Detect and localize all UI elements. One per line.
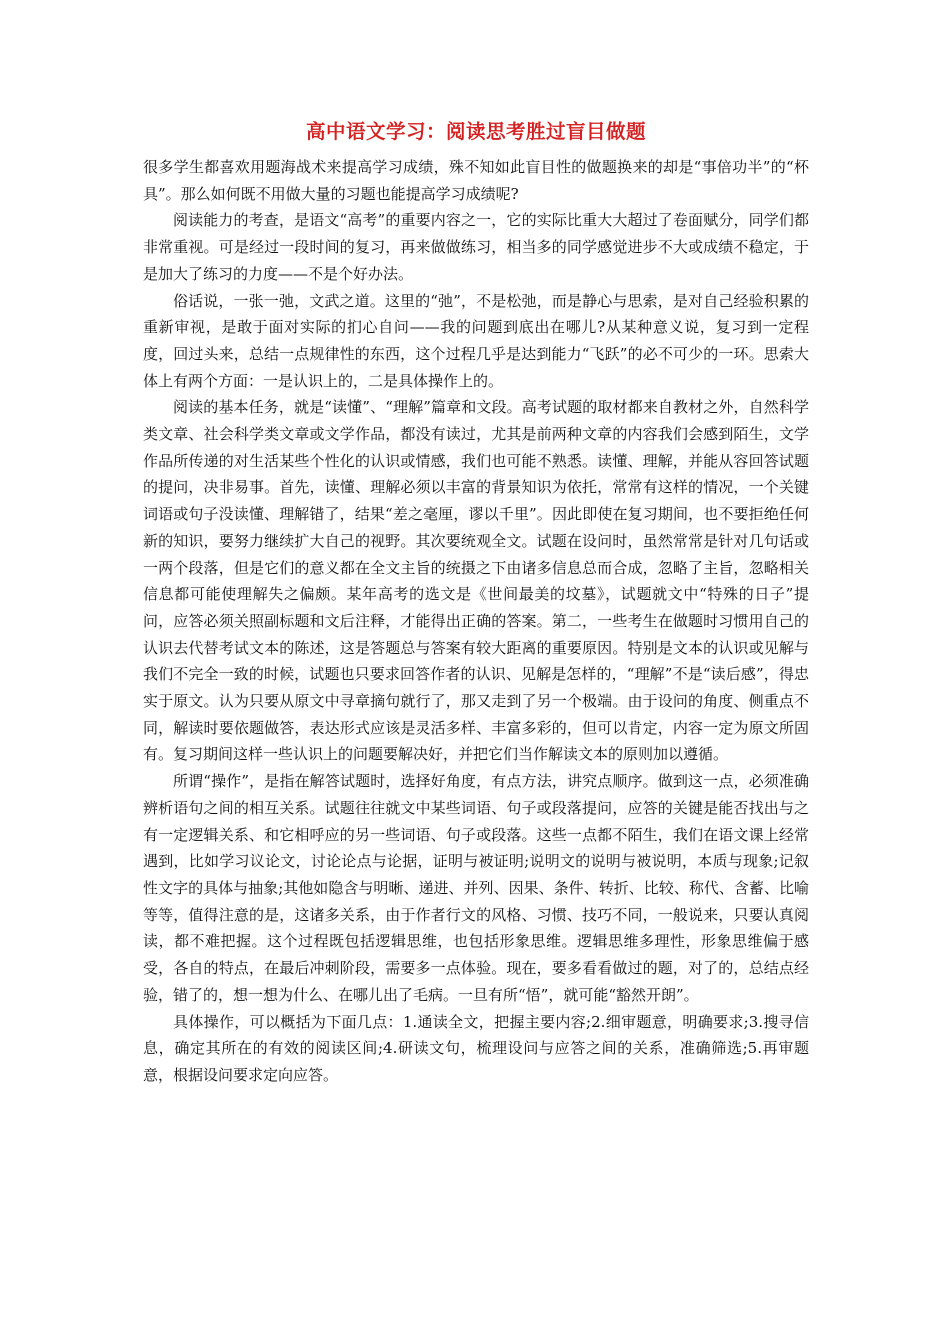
- paragraph-reflection: 俗话说，一张一弛，文武之道。这里的“弛”，不是松弛，而是静心与思索，是对自己经验积累的重新审视，是敢于面对实际的扪心自问——我的问题到底出在哪儿?从某种意义说，复习到一定程度，回过头来，总结一点规律性的东西，这个过程几乎是达到能力“飞跃”的必不可少的一环。思索大体上有两个方面：一是认识上的，二是具体操作上的。: [143, 291, 809, 390]
- paragraph-steps: 具体操作，可以概括为下面几点：1.通读全文，把握主要内容;2.细审题意，明确要求;3.搜寻信息，确定其所在的有效的阅读区间;4.研读文句，梳理设问与应答之间的关系，准确筛选;5.再审题意，根据设问要求定向应答。: [143, 1012, 809, 1084]
- paragraph-basic-task: 阅读的基本任务，就是“读懂”、“理解”篇章和文段。高考试题的取材都来自教材之外，自然科学类文章、社会科学类文章或文学作品，都没有读过，尤其是前两种文章的内容我们会感到陌生，文学作品所传递的对生活某些个性化的认识或情感，我们也可能不熟悉。读懂、理解，并能从容回答试题的提问，决非易事。首先，读懂、理解必须以丰富的背景知识为依托，常常有这样的情况，一个关键词语或句子没读懂、理解错了，结果“差之毫厘，谬以千里”。因此即使在复习期间，也不要拒绝任何新的知识，要努力继续扩大自己的视野。其次要统观全文。试题在设问时，虽然常常是针对几句话或一两个段落，但是它们的意义都在全文主旨的统摄之下由诸多信息总而合成，忽略了主旨，忽略相关信息都可能使理解失之偏颇。某年高考的选文是《世间最美的坟墓》，试题就文中“特殊的日子”提问，应答必须关照副标题和文后注释，才能得出正确的答案。第二，一些考生在做题时习惯用自己的认识去代替考试文本的陈述，这是答题总与答案有较大距离的重要原因。特别是文本的认识或见解与我们不完全一致的时候，试题也只要求回答作者的认识、见解是怎样的，“理解”不是“读后感”，得忠实于原文。认为只要从原文中寻章摘句就行了，那又走到了另一个极端。由于设问的角度、侧重点不同，解读时要依题做答，表达形式应该是灵活多样、丰富多彩的，但可以肯定，内容一定为原文所固有。复习期间这样一些认识上的问题要解决好，并把它们当作解读文本的原则加以遵循。: [143, 398, 809, 764]
- document-title: 高中语文学习：阅读思考胜过盲目做题: [305, 120, 646, 143]
- paragraph-reading-ability: 阅读能力的考查，是语文“高考”的重要内容之一，它的实际比重大大超过了卷面赋分，同学们都非常重视。可是经过一段时间的复习，再来做做练习，相当多的同学感觉进步不大或成绩不稳定，于是加大了练习的力度——不是个好办法。: [143, 211, 809, 283]
- document-page: [143, 118, 809, 1089]
- paragraph-operation: 所谓“操作”，是指在解答试题时，选择好角度，有点方法，讲究点顺序。做到这一点，必须准确辨析语句之间的相互关系。试题往往就文中某些词语、句子或段落提问，应答的关键是能否找出与之有一定逻辑关系、和它相呼应的另一些词语、句子或段落。这些一点都不陌生，我们在语文课上经常遇到，比如学习议论文，讨论论点与论据，证明与被证明;说明文的说明与被说明，本质与现象;记叙性文字的具体与抽象;其他如隐含与明晰、递进、并列、因果、条件、转折、比较、称代、含蓄、比喻等等，值得注意的是，这诸多关系，由于作者行文的风格、习惯、技巧不同，一般说来，只要认真阅读，都不难把握。这个过程既包括逻辑思维，也包括形象思维。逻辑思维多理性，形象思维偏于感受，各自的特点，在最后冲刺阶段，需要多一点体验。现在，要多看看做过的题，对了的，总结点经验，错了的，想一想为什么、在哪儿出了毛病。一旦有所“悟”，就可能“豁然开朗”。: [143, 772, 809, 1004]
- paragraph-intro: 很多学生都喜欢用题海战术来提高学习成绩，殊不知如此盲目性的做题换来的却是“事倍功半”的“杯具”。那么如何既不用做大量的习题也能提高学习成绩呢?: [143, 158, 809, 203]
